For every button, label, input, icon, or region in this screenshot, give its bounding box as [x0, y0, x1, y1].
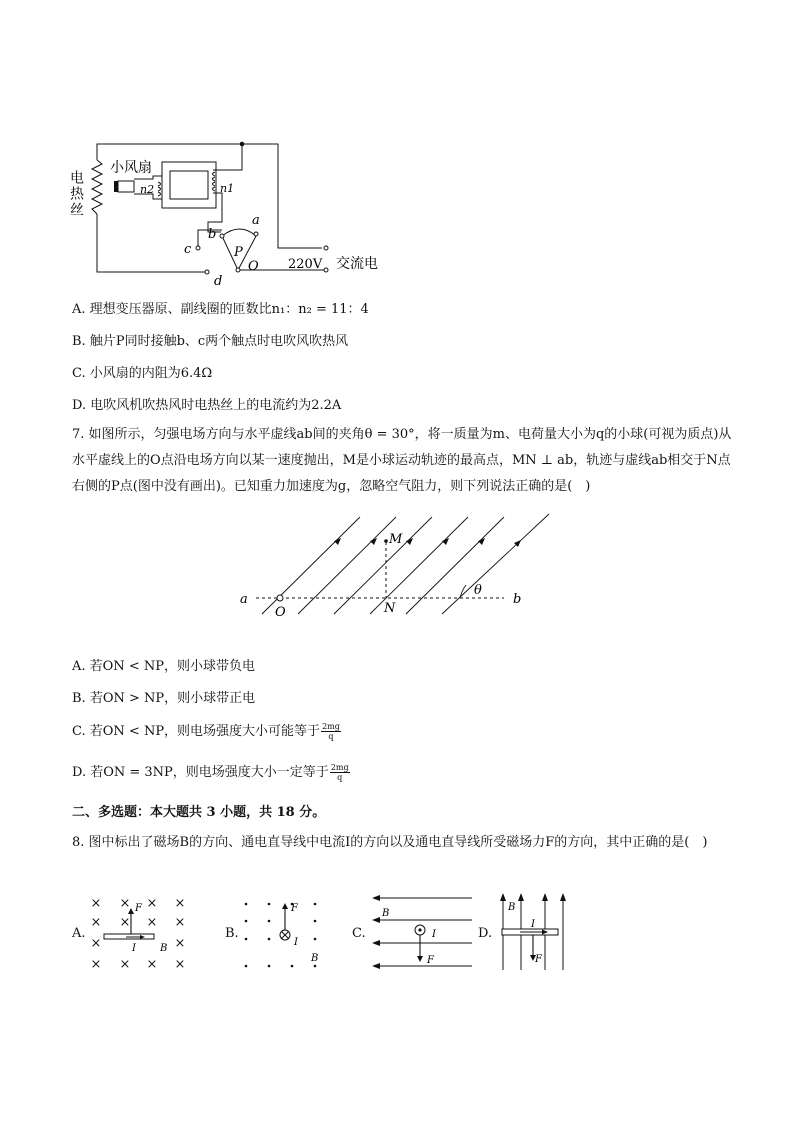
terminal-b-label: b [208, 227, 217, 242]
svg-text:×: × [146, 896, 158, 911]
q7-option-d [72, 763, 350, 782]
svg-text:×: × [174, 915, 186, 930]
q7-option-d-text: D. 若ON = 3NP，则电场强度大小一定等于 [72, 765, 329, 780]
svg-text:×: × [90, 896, 102, 911]
svg-text:×: × [90, 936, 102, 951]
angle-theta-label: θ [474, 583, 482, 598]
svg-text:×: × [90, 957, 102, 972]
terminal-d-label: d [214, 274, 223, 289]
voltage-label: 220V [288, 257, 323, 272]
q7-option-b: B. 若ON > NP，则小球带正电 [72, 691, 256, 706]
section-heading-multiple-choice: 二、多选题：本大题共 3 小题，共 18 分。 [72, 805, 326, 820]
terminal-c-label: c [184, 242, 192, 257]
svg-text:×: × [119, 896, 131, 911]
fraction-2mg-over-q: $\frac{2mg}{q}$ [330, 763, 349, 782]
point-a-label: a [240, 592, 248, 607]
field-label: B [311, 953, 319, 964]
q6-option-a: A. 理想变压器原、副线圈的匝数比n₁：n₂ = 11：4 [72, 302, 369, 317]
ac-label: 交流电 [336, 256, 378, 272]
svg-text:×: × [90, 915, 102, 930]
force-label: F [291, 903, 298, 914]
force-label: F [535, 954, 542, 965]
svg-text:×: × [146, 915, 158, 930]
force-label: F [135, 903, 142, 914]
svg-text:×: × [146, 957, 158, 972]
heater-label: 电热丝 [68, 170, 84, 218]
field-label: B [508, 902, 516, 913]
svg-text:×: × [119, 915, 131, 930]
q7-stem: 7. 如图所示，匀强电场方向与水平虚线ab间的夹角θ = 30°，将一质量为m、电荷量大小为q的小球(可视为质点)从水平虚线上的O点沿电场方向以某一速度抛出，M是小球运动轨迹的最高点，MN ⊥ ab，轨迹与虚线ab相交于N点右侧的P点(图中没有画出)。已知重力加速度为g，忽略空气阻力，则下列说法正确的是( ) [72, 427, 732, 494]
electric-field-figure [230, 510, 560, 625]
force-label: F [427, 955, 434, 966]
fan-label: 小风扇 [110, 160, 152, 176]
svg-text:×: × [174, 936, 186, 951]
terminal-a-label: a [252, 213, 260, 228]
point-o-label: O [275, 605, 286, 620]
q6-option-c: C. 小风扇的内阻为6.4Ω [72, 366, 213, 381]
svg-text:×: × [174, 957, 186, 972]
q8-figure-c [368, 892, 478, 974]
point-b-label: b [513, 592, 522, 607]
current-label: I [294, 937, 298, 948]
switch-p-label: P [234, 245, 243, 260]
n1-label: n1 [220, 182, 235, 195]
svg-text:×: × [174, 896, 186, 911]
pivot-o-label: O [248, 259, 259, 274]
current-label: I [132, 943, 136, 954]
current-label: I [531, 919, 535, 930]
q7-option-a: A. 若ON < NP，则小球带负电 [72, 659, 255, 674]
fraction-2mg-over-q: $\frac{2mg}{q}$ [322, 722, 340, 741]
q8-label-b: B. [225, 926, 239, 941]
transformer-circuit-figure [60, 135, 400, 290]
point-m-label: M [389, 532, 403, 547]
field-label: B [382, 908, 390, 919]
q8-label-c: C. [352, 926, 366, 941]
q6-option-b: B. 触片P同时接触b、c两个触点时电吹风吹热风 [72, 334, 349, 349]
n2-label: n2 [140, 183, 155, 196]
q7-option-c-text: C. 若ON < NP，则电场强度大小可能等于 [72, 724, 321, 739]
current-label: I [432, 929, 436, 940]
q8-figure-d [494, 888, 572, 974]
q8-figure-a [86, 892, 192, 974]
q6-option-d: D. 电吹风机吹热风时电热丝上的电流约为2.2A [72, 398, 342, 413]
q8-label-a: A. [72, 926, 86, 941]
q8-stem: 8. 图中标出了磁场B的方向、通电直导线中电流I的方向以及通电直导线所受磁场力F的方向，其中正确的是( ) [72, 835, 708, 850]
point-n-label: N [384, 601, 396, 616]
svg-text:×: × [119, 957, 131, 972]
q7-option-c [72, 722, 341, 741]
field-label: B [160, 943, 168, 954]
q8-figure-b [238, 892, 332, 974]
q8-label-d: D. [478, 926, 493, 941]
